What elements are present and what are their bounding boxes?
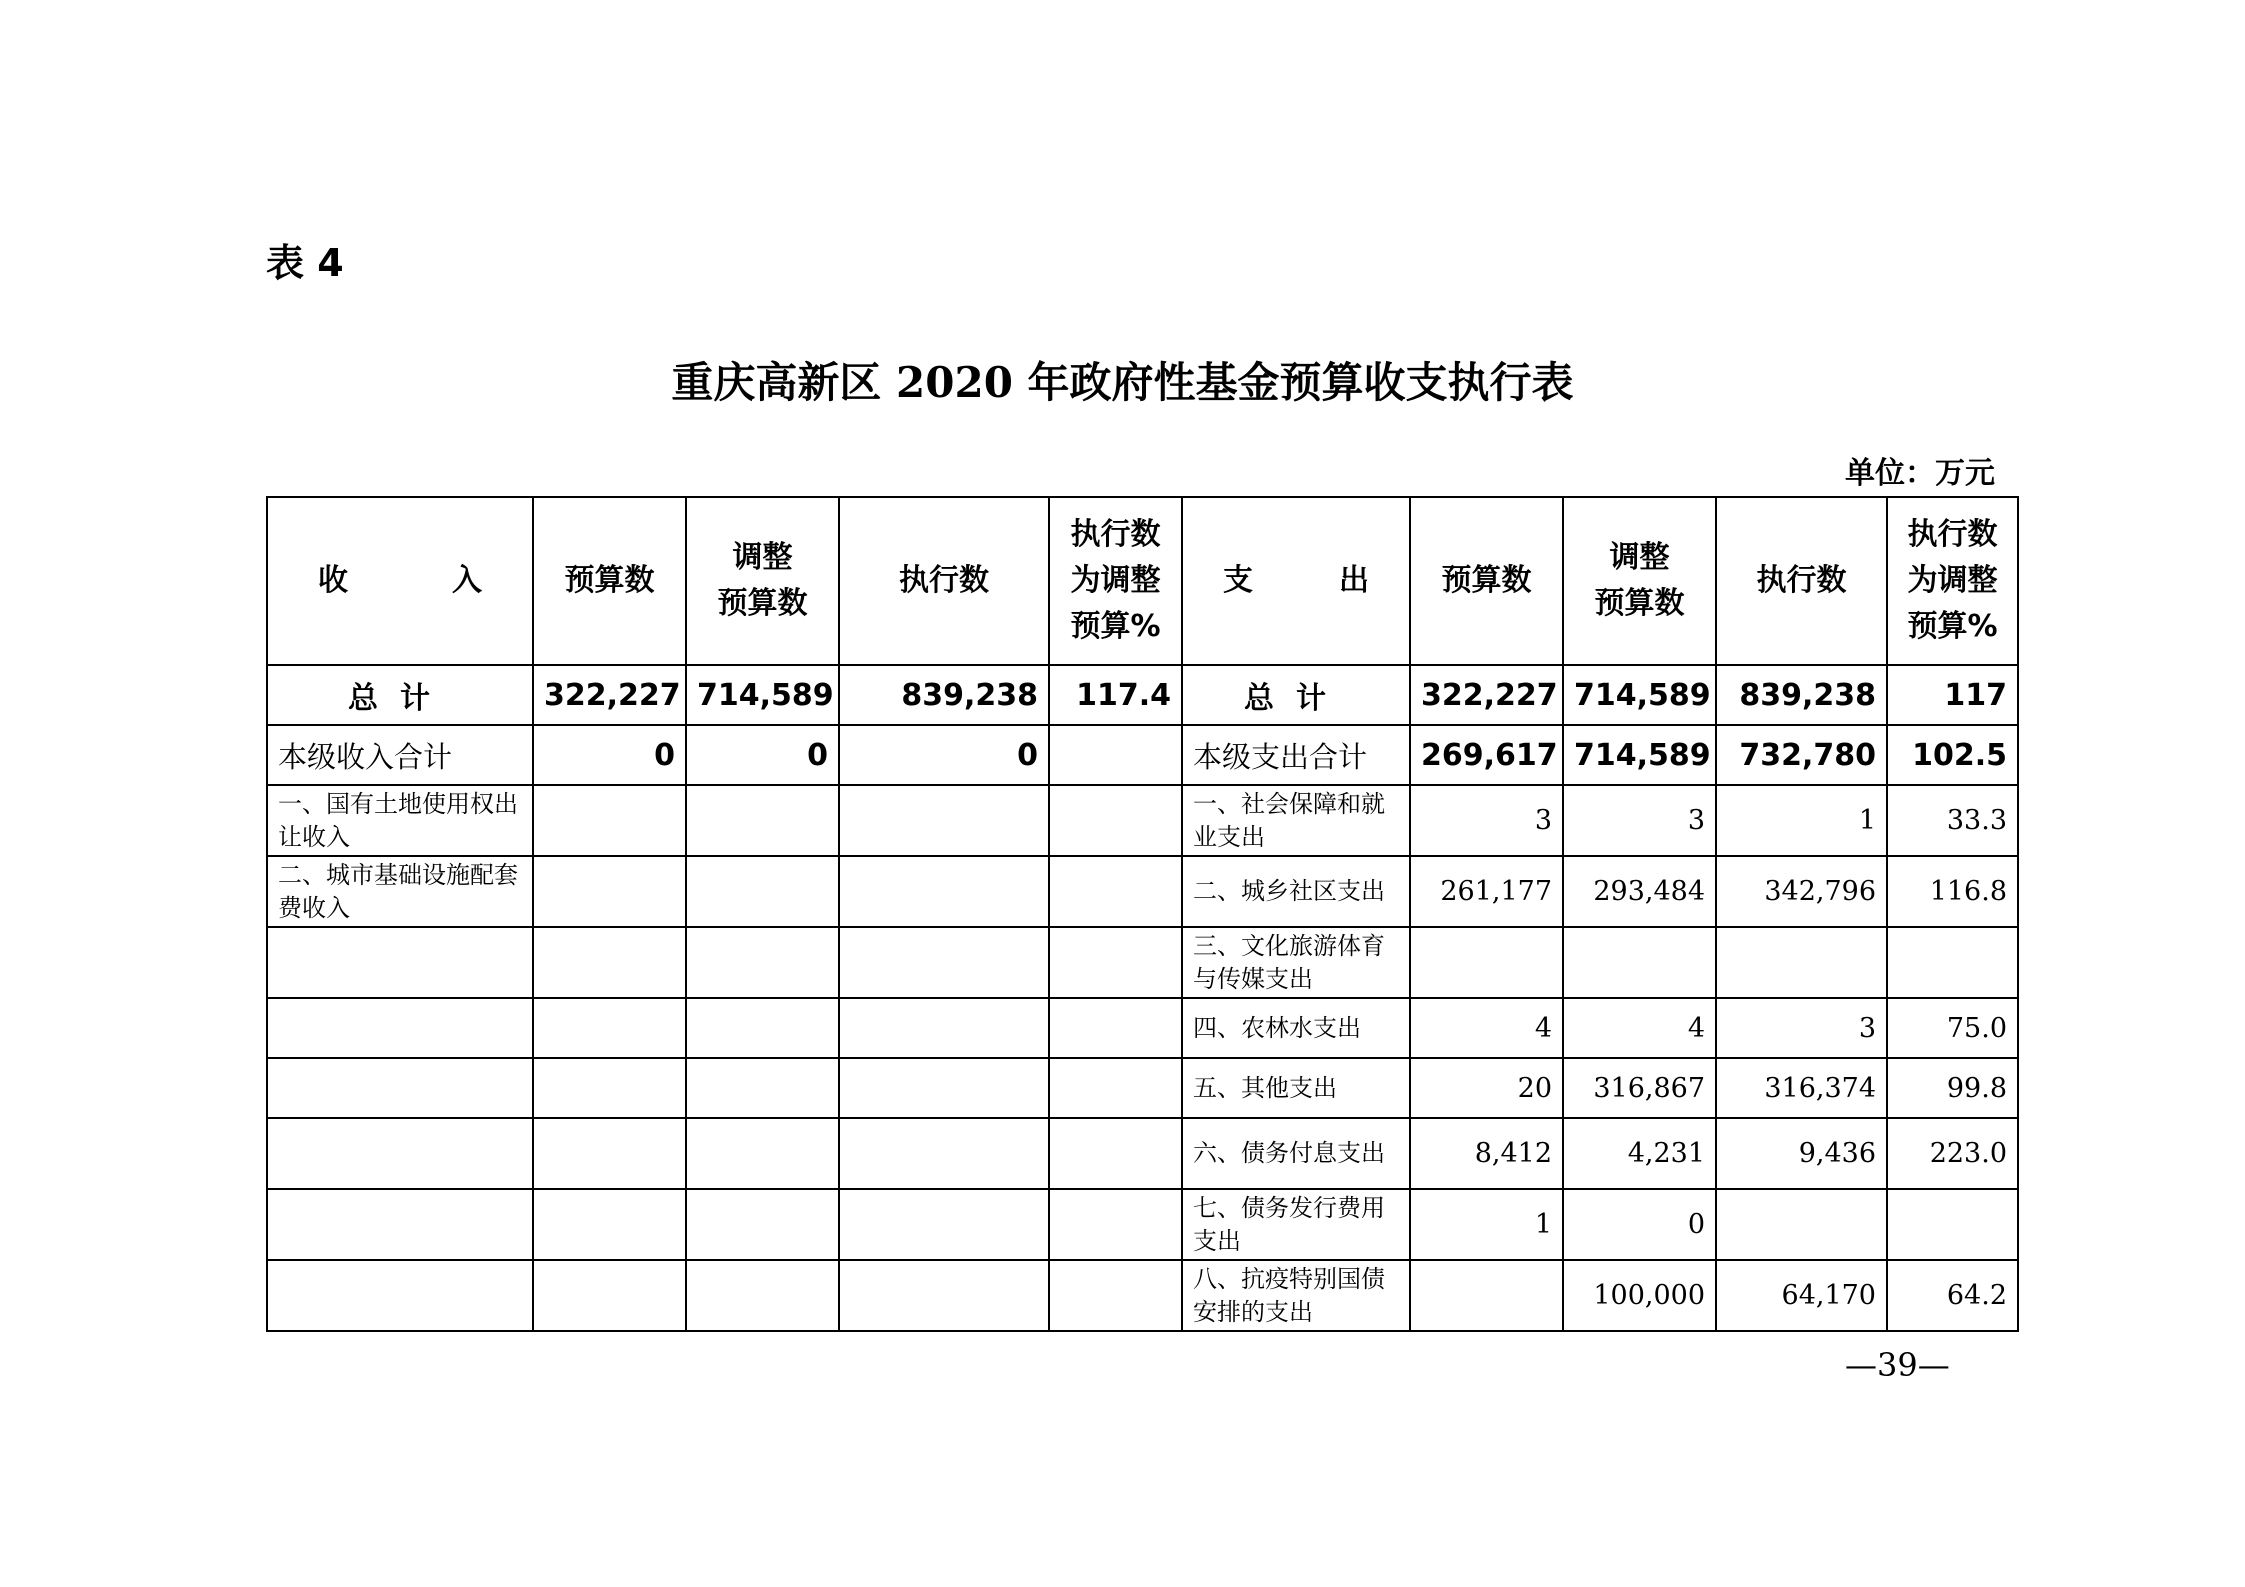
income-item-executed bbox=[839, 1058, 1049, 1118]
income-item-executed bbox=[839, 1260, 1049, 1331]
expense-item-executed: 3 bbox=[1716, 998, 1887, 1058]
expense-item-adjusted: 4 bbox=[1563, 998, 1716, 1058]
income-total-budget: 322,227 bbox=[533, 665, 686, 725]
expense-item-budget: 1 bbox=[1410, 1189, 1563, 1260]
expense-item-budget bbox=[1410, 927, 1563, 998]
income-item-adjusted bbox=[686, 785, 839, 856]
income-item-budget bbox=[533, 927, 686, 998]
expense-item-ratio: 33.3 bbox=[1887, 785, 2018, 856]
expense-item-label: 六、债务付息支出 bbox=[1182, 1118, 1410, 1189]
expense-item-label: 四、农林水支出 bbox=[1182, 998, 1410, 1058]
expense-item-ratio: 75.0 bbox=[1887, 998, 2018, 1058]
expense-level-budget: 269,617 bbox=[1410, 725, 1563, 785]
header-adjusted-budget: 调整 预算数 bbox=[686, 497, 839, 665]
expense-item-adjusted bbox=[1563, 927, 1716, 998]
income-item-label bbox=[267, 1189, 533, 1260]
income-item-ratio bbox=[1049, 927, 1182, 998]
expense-item-budget: 4 bbox=[1410, 998, 1563, 1058]
unit-label: 单位：万元 bbox=[1845, 456, 1995, 491]
income-item-label: 二、城市基础设施配套费收入 bbox=[267, 856, 533, 927]
page-title: 重庆高新区 2020 年政府性基金预算收支执行表 bbox=[671, 358, 1574, 407]
expense-item-ratio: 99.8 bbox=[1887, 1058, 2018, 1118]
budget-table bbox=[266, 496, 2019, 1332]
expense-item-executed: 64,170 bbox=[1716, 1260, 1887, 1331]
table-row bbox=[267, 998, 2018, 1058]
income-item-executed bbox=[839, 1189, 1049, 1260]
income-item-label bbox=[267, 927, 533, 998]
header-executed: 执行数 bbox=[839, 497, 1049, 665]
income-item-ratio bbox=[1049, 1118, 1182, 1189]
income-item-adjusted bbox=[686, 927, 839, 998]
table-row bbox=[267, 856, 2018, 927]
expense-item-executed bbox=[1716, 927, 1887, 998]
income-level-adjusted: 0 bbox=[686, 725, 839, 785]
expense-item-adjusted: 3 bbox=[1563, 785, 1716, 856]
income-item-label bbox=[267, 998, 533, 1058]
table-row bbox=[267, 1118, 2018, 1189]
income-item-label bbox=[267, 1118, 533, 1189]
income-item-budget bbox=[533, 1058, 686, 1118]
header-ratio: 执行数 为调整 预算% bbox=[1049, 497, 1182, 665]
expense-item-ratio: 64.2 bbox=[1887, 1260, 2018, 1331]
header-budget: 预算数 bbox=[533, 497, 686, 665]
income-total-label: 总计 bbox=[267, 665, 533, 725]
expense-item-label: 三、文化旅游体育与传媒支出 bbox=[1182, 927, 1410, 998]
income-level-executed: 0 bbox=[839, 725, 1049, 785]
expense-item-label: 一、社会保障和就业支出 bbox=[1182, 785, 1410, 856]
expense-item-ratio: 223.0 bbox=[1887, 1118, 2018, 1189]
income-item-budget bbox=[533, 785, 686, 856]
income-item-ratio bbox=[1049, 998, 1182, 1058]
income-item-budget bbox=[533, 1118, 686, 1189]
total-row bbox=[267, 665, 2018, 725]
expense-item-ratio bbox=[1887, 927, 2018, 998]
income-item-executed bbox=[839, 785, 1049, 856]
expense-item-adjusted: 316,867 bbox=[1563, 1058, 1716, 1118]
expense-total-ratio: 117 bbox=[1887, 665, 2018, 725]
income-item-ratio bbox=[1049, 1058, 1182, 1118]
income-item-adjusted bbox=[686, 1058, 839, 1118]
expense-item-budget: 261,177 bbox=[1410, 856, 1563, 927]
income-item-label bbox=[267, 1260, 533, 1331]
income-item-adjusted bbox=[686, 856, 839, 927]
table-row bbox=[267, 1260, 2018, 1331]
expense-item-executed: 1 bbox=[1716, 785, 1887, 856]
income-total-ratio: 117.4 bbox=[1049, 665, 1182, 725]
table-row bbox=[267, 785, 2018, 856]
expense-item-adjusted: 0 bbox=[1563, 1189, 1716, 1260]
income-item-executed bbox=[839, 1118, 1049, 1189]
income-item-budget bbox=[533, 1260, 686, 1331]
table-row bbox=[267, 1189, 2018, 1260]
expense-item-ratio bbox=[1887, 1189, 2018, 1260]
expense-total-executed: 839,238 bbox=[1716, 665, 1887, 725]
header-adjusted-budget-2: 调整 预算数 bbox=[1563, 497, 1716, 665]
income-item-adjusted bbox=[686, 998, 839, 1058]
level-total-row bbox=[267, 725, 2018, 785]
income-level-label: 本级收入合计 bbox=[267, 725, 533, 785]
expense-total-adjusted: 714,589 bbox=[1563, 665, 1716, 725]
income-item-ratio bbox=[1049, 785, 1182, 856]
income-item-adjusted bbox=[686, 1118, 839, 1189]
expense-item-budget bbox=[1410, 1260, 1563, 1331]
table-label: 表 4 bbox=[266, 241, 344, 285]
expense-item-label: 五、其他支出 bbox=[1182, 1058, 1410, 1118]
expense-total-budget: 322,227 bbox=[1410, 665, 1563, 725]
income-level-budget: 0 bbox=[533, 725, 686, 785]
expense-item-adjusted: 4,231 bbox=[1563, 1118, 1716, 1189]
expense-item-executed: 316,374 bbox=[1716, 1058, 1887, 1118]
income-item-adjusted bbox=[686, 1189, 839, 1260]
income-level-ratio bbox=[1049, 725, 1182, 785]
income-total-executed: 839,238 bbox=[839, 665, 1049, 725]
header-ratio-2: 执行数 为调整 预算% bbox=[1887, 497, 2018, 665]
expense-item-budget: 8,412 bbox=[1410, 1118, 1563, 1189]
income-item-adjusted bbox=[686, 1260, 839, 1331]
expense-item-adjusted: 100,000 bbox=[1563, 1260, 1716, 1331]
expense-item-adjusted: 293,484 bbox=[1563, 856, 1716, 927]
income-item-ratio bbox=[1049, 1189, 1182, 1260]
expense-item-budget: 20 bbox=[1410, 1058, 1563, 1118]
header-budget-2: 预算数 bbox=[1410, 497, 1563, 665]
header-income: 收 入 bbox=[267, 497, 533, 665]
expense-level-adjusted: 714,589 bbox=[1563, 725, 1716, 785]
table-row bbox=[267, 1058, 2018, 1118]
expense-level-ratio: 102.5 bbox=[1887, 725, 2018, 785]
expense-level-label: 本级支出合计 bbox=[1182, 725, 1410, 785]
expense-item-executed bbox=[1716, 1189, 1887, 1260]
income-total-adjusted: 714,589 bbox=[686, 665, 839, 725]
header-row bbox=[267, 497, 2018, 665]
income-item-executed bbox=[839, 998, 1049, 1058]
expense-item-label: 七、债务发行费用支出 bbox=[1182, 1189, 1410, 1260]
income-item-budget bbox=[533, 998, 686, 1058]
header-expense: 支 出 bbox=[1182, 497, 1410, 665]
income-item-label bbox=[267, 1058, 533, 1118]
page-number: —39— bbox=[1845, 1346, 1950, 1384]
table-row bbox=[267, 927, 2018, 998]
income-item-ratio bbox=[1049, 1260, 1182, 1331]
header-executed-2: 执行数 bbox=[1716, 497, 1887, 665]
income-item-label: 一、国有土地使用权出让收入 bbox=[267, 785, 533, 856]
income-item-budget bbox=[533, 856, 686, 927]
income-item-budget bbox=[533, 1189, 686, 1260]
income-item-executed bbox=[839, 856, 1049, 927]
expense-item-executed: 342,796 bbox=[1716, 856, 1887, 927]
income-item-executed bbox=[839, 927, 1049, 998]
expense-item-executed: 9,436 bbox=[1716, 1118, 1887, 1189]
expense-total-label: 总计 bbox=[1182, 665, 1410, 725]
expense-item-ratio: 116.8 bbox=[1887, 856, 2018, 927]
expense-item-budget: 3 bbox=[1410, 785, 1563, 856]
expense-item-label: 二、城乡社区支出 bbox=[1182, 856, 1410, 927]
income-item-ratio bbox=[1049, 856, 1182, 927]
expense-level-executed: 732,780 bbox=[1716, 725, 1887, 785]
expense-item-label: 八、抗疫特别国债安排的支出 bbox=[1182, 1260, 1410, 1331]
